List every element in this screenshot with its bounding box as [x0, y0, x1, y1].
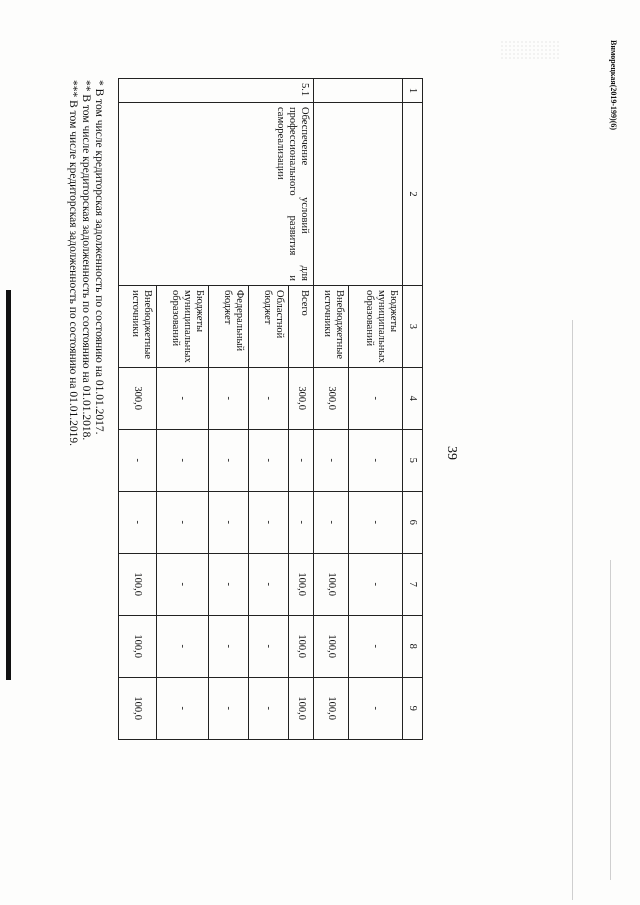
footnote: *** В том числе кредиторская задолженность по состоянию на 01.01.2019.: [67, 80, 79, 447]
source-cell: Бюджеты муниципальных образований: [349, 286, 403, 368]
budget-table: [118, 78, 423, 740]
source-cell: Областной бюджет: [249, 286, 289, 368]
value-cell: -: [209, 491, 249, 553]
description-cell: [314, 103, 403, 286]
value-cell: -: [349, 615, 403, 677]
value-cell: -: [209, 677, 249, 739]
value-cell: -: [157, 553, 209, 615]
value-cell: -: [157, 367, 209, 429]
value-cell: -: [209, 553, 249, 615]
header-cell: 5: [403, 429, 423, 491]
source-cell: Внебюджетные источники: [119, 286, 157, 368]
page-number: 39: [444, 446, 459, 460]
header-cell: 8: [403, 615, 423, 677]
value-cell: -: [209, 615, 249, 677]
value-cell: 100,0: [119, 677, 157, 739]
value-cell: -: [249, 615, 289, 677]
value-cell: -: [157, 491, 209, 553]
value-cell: 300,0: [119, 367, 157, 429]
table-row: [349, 79, 403, 740]
value-cell: 100,0: [119, 615, 157, 677]
value-cell: -: [157, 429, 209, 491]
footnote: * В том числе кредиторская задолженность по состоянию на 01.01.2017.: [93, 80, 105, 435]
value-cell: -: [314, 491, 349, 553]
header-cell: 2: [403, 103, 423, 286]
value-cell: -: [119, 429, 157, 491]
source-cell: Всего: [289, 286, 314, 368]
value-cell: 100,0: [314, 615, 349, 677]
value-cell: 100,0: [289, 615, 314, 677]
header-cell: 4: [403, 367, 423, 429]
header-cell: 3: [403, 286, 423, 368]
footnote: ** В том числе кредиторская задолженность по состоянию на 01.01.2018.: [80, 80, 92, 441]
document-code: Внморецкая(2019-199)(6): [609, 40, 618, 131]
value-cell: -: [249, 553, 289, 615]
value-cell: -: [119, 491, 157, 553]
header-cell: 9: [403, 677, 423, 739]
row-number-cell: [314, 79, 403, 103]
value-cell: -: [157, 677, 209, 739]
value-cell: -: [349, 553, 403, 615]
value-cell: 300,0: [289, 367, 314, 429]
source-cell: Федеральный бюджет: [209, 286, 249, 368]
value-cell: -: [289, 429, 314, 491]
header-cell: 1: [403, 79, 423, 103]
footnotes: [66, 80, 105, 446]
table-header-row: [403, 79, 423, 740]
value-cell: -: [314, 429, 349, 491]
table-row: [289, 79, 314, 740]
header-cell: 6: [403, 491, 423, 553]
value-cell: 100,0: [314, 553, 349, 615]
value-cell: 100,0: [314, 677, 349, 739]
header-cell: 7: [403, 553, 423, 615]
value-cell: 300,0: [314, 367, 349, 429]
value-cell: -: [209, 367, 249, 429]
source-cell: Бюджеты муниципальных образований: [157, 286, 209, 368]
value-cell: -: [209, 429, 249, 491]
value-cell: 100,0: [289, 677, 314, 739]
row-number-cell: 5.1: [119, 79, 314, 103]
source-cell: Внебюджетные источники: [314, 286, 349, 368]
value-cell: -: [349, 677, 403, 739]
value-cell: 100,0: [289, 553, 314, 615]
description-cell: Обеспечение условий для профессионального развития и самореализации: [119, 103, 314, 286]
value-cell: -: [249, 429, 289, 491]
value-cell: -: [249, 677, 289, 739]
value-cell: -: [157, 615, 209, 677]
value-cell: -: [249, 491, 289, 553]
value-cell: 100,0: [119, 553, 157, 615]
value-cell: -: [249, 367, 289, 429]
value-cell: -: [349, 367, 403, 429]
value-cell: -: [349, 429, 403, 491]
value-cell: -: [289, 491, 314, 553]
value-cell: -: [349, 491, 403, 553]
